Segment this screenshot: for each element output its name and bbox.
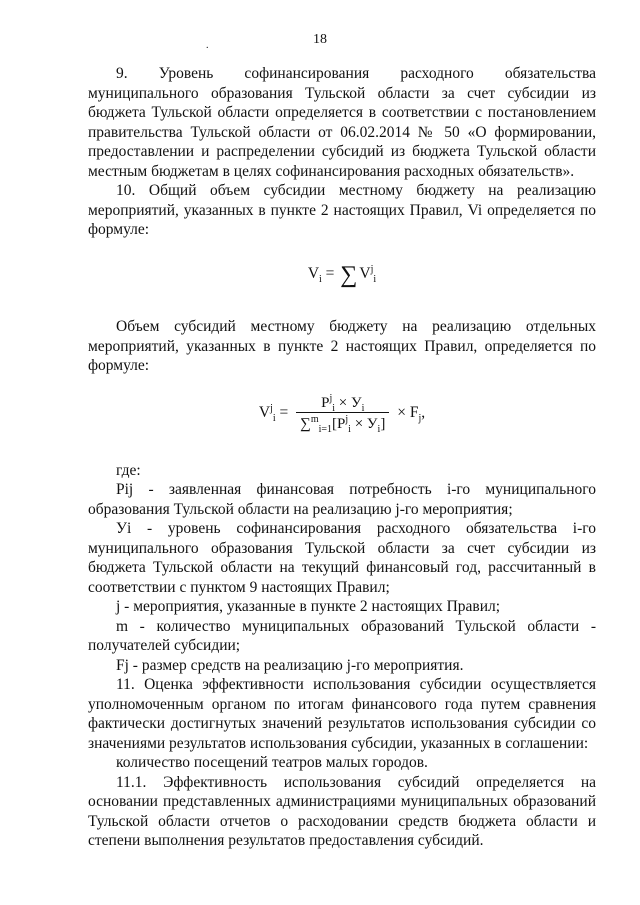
formula2-numerator [296, 394, 389, 413]
den-sum-low: i=1 [318, 423, 333, 435]
paragraph-9: 9. Уровень софинансирования расходного обязательства муниципального образования Тульской области за счет субсидии из бюджета Тульской области определяется в соответствии с постановлением правительства Тульской области от 06.02.2014 № 50 «О формировании, предоставлении и распределении субсидий из бюджета Тульской области местным бюджетам в целях софинансирования расходных обязательств». [88, 65, 596, 180]
num-p-sup: j [329, 392, 333, 404]
num-y: У [350, 394, 362, 411]
num-p-sub: i [332, 402, 335, 414]
formula2-lhs-sub: i [272, 412, 276, 424]
formula1-lhs-sub: i [319, 273, 322, 285]
formula1-lhs: V [307, 264, 320, 282]
definition-j: j - мероприятия, указанные в пункте 2 настоящих Правил; [116, 598, 501, 615]
page-number: 18 [313, 32, 327, 47]
num-y-sub: i [361, 402, 365, 414]
formula1-rhs-sub: i [373, 273, 377, 285]
definition-y: Уi - уровень софинансирования расходного обязательства i-го муниципального образования Тульской области за счет субсидии из бюджета Тульской области на текущий финансовый год, рассчитанный в соответствии с пунктом 9 настоящих Правил; [88, 520, 596, 596]
stray-mark: . [206, 40, 209, 51]
den-times: × [354, 415, 364, 432]
definition-m: m - количество муниципальных образований Тульской области - получателей субсидии; [88, 617, 596, 654]
formula1-sum-sign: ∑ [340, 261, 358, 288]
formula2-equals: = [279, 403, 289, 421]
den-p-sub: i [348, 423, 351, 435]
formula2-f-sub: j [418, 412, 422, 424]
den-sum-high: m [310, 413, 319, 425]
definition-p: Pij - заявленная финансовая потребность i-го муниципального образования Тульской области на реализацию j-го мероприятия; [88, 481, 596, 518]
den-y: У [366, 415, 378, 432]
den-p-sup: j [345, 413, 349, 425]
formula1-equals: = [325, 264, 335, 282]
num-p: P [321, 394, 330, 411]
formula-total-subsidy [88, 261, 596, 288]
paragraph-10b: Объем субсидий местному бюджету на реализацию отдельных мероприятий, указанных в пункте 2 настоящих Правил, определяется по формуле: [88, 318, 596, 374]
num-times: × [338, 394, 348, 411]
den-sum-sign: ∑ [300, 415, 311, 432]
formula2-denominator: $\sum^m_{i=1}[P^j_i \times У_i]$ [300, 413, 386, 435]
document-body [88, 64, 596, 851]
formula1-rhs-sup: j [370, 263, 374, 275]
formula2-times: × [397, 403, 406, 421]
formula2-fraction [296, 394, 389, 433]
paragraph-11-item: количество посещений театров малых городов. [116, 754, 428, 771]
formula-event-subsidy [88, 394, 596, 433]
definition-f: Fj - размер средств на реализацию j-го мероприятия. [116, 656, 464, 674]
where-label: где: [116, 461, 141, 479]
formula1-rhs: V [359, 264, 371, 282]
formula2-lhs-sup: j [270, 402, 273, 414]
formula2-lhs: V [258, 403, 271, 421]
den-p: P [337, 415, 346, 432]
paragraph-11: 11. Оценка эффективности использования субсидии осуществляется уполномоченным органом по итогам финансового года путем сравнения фактически достигнутых значений результатов использования субсидии со значениями результатов использования субсидии, указанных в соглашении: [88, 676, 596, 752]
formula2-comma: , [421, 403, 426, 421]
den-y-sub: i [377, 423, 381, 435]
paragraph-10: 10. Общий объем субсидии местному бюджету на реализацию мероприятий, указанных в пункте 2 настоящих Правил, Vi определяется по формуле: [88, 182, 596, 238]
paragraph-11-1: 11.1. Эффективность использования субсидий определяется на основании представленных администрациями муниципальных образований Тульской области отчетов о расходовании средств бюджета области и степени выполнения результатов предоставления субсидий. [88, 773, 596, 849]
formula2-f: F [409, 403, 419, 421]
